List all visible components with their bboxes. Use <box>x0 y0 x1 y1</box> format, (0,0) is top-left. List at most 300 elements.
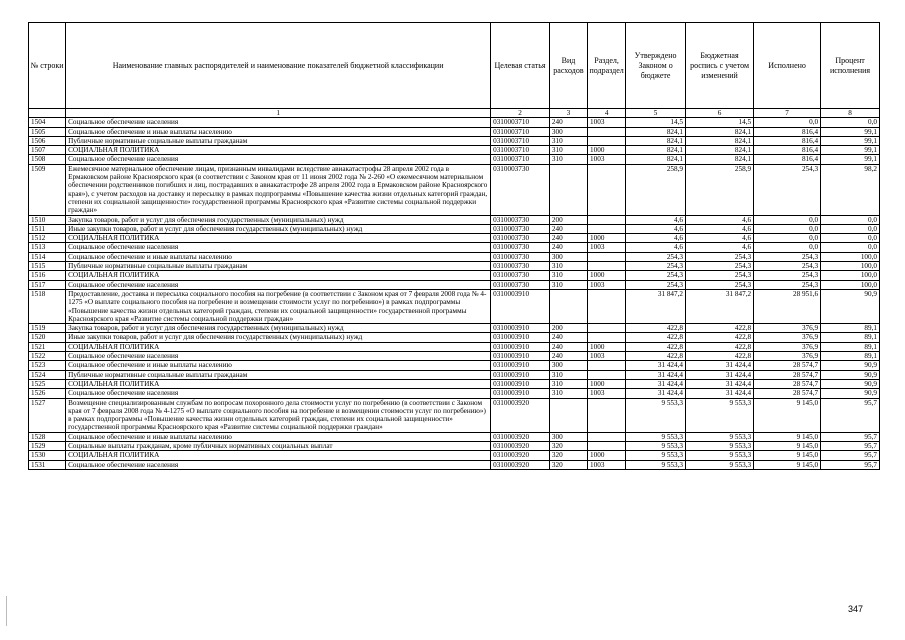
index-cell: 5 <box>626 109 686 118</box>
executed-amount-cell: 376,9 <box>754 333 821 342</box>
row-number-cell: 1528 <box>29 432 66 441</box>
expense-type-cell: 240 <box>549 224 587 233</box>
expense-type-cell: 240 <box>549 234 587 243</box>
approved-amount-cell: 9 553,3 <box>626 460 686 469</box>
target-article-cell: 0310003910 <box>491 379 550 388</box>
target-article-cell: 0310003730 <box>491 164 550 215</box>
table-row <box>29 234 880 243</box>
percent-cell: 100,0 <box>821 252 880 261</box>
table-row <box>29 379 880 388</box>
table-row <box>29 460 880 469</box>
percent-cell: 99,1 <box>821 155 880 164</box>
table-row <box>29 155 880 164</box>
approved-amount-cell: 258,9 <box>626 164 686 215</box>
table-row <box>29 118 880 127</box>
executed-amount-cell: 816,4 <box>754 136 821 145</box>
section-cell <box>588 361 626 370</box>
schedule-amount-cell: 824,1 <box>686 155 754 164</box>
expense-type-cell: 310 <box>549 379 587 388</box>
target-article-cell: 0310003910 <box>491 389 550 398</box>
approved-amount-cell: 9 553,3 <box>626 441 686 450</box>
budget-execution-table <box>28 22 880 470</box>
percent-cell: 95,7 <box>821 398 880 432</box>
row-number-cell: 1525 <box>29 379 66 388</box>
row-number-cell: 1531 <box>29 460 66 469</box>
table-row <box>29 215 880 224</box>
percent-cell: 0,0 <box>821 234 880 243</box>
percent-cell: 89,1 <box>821 333 880 342</box>
executed-amount-cell: 0,0 <box>754 243 821 252</box>
row-name-cell: Иные закупки товаров, работ и услуг для обеспечения государственных (муниципальных) нужд <box>66 333 491 342</box>
table-row <box>29 352 880 361</box>
expense-type-cell: 300 <box>549 361 587 370</box>
section-cell: 1003 <box>588 118 626 127</box>
expense-type-cell: 240 <box>549 342 587 351</box>
target-article-cell: 0310003730 <box>491 215 550 224</box>
percent-cell: 90,9 <box>821 289 880 323</box>
percent-cell: 89,1 <box>821 324 880 333</box>
row-number-cell: 1519 <box>29 324 66 333</box>
schedule-amount-cell: 4,6 <box>686 215 754 224</box>
approved-amount-cell: 9 553,3 <box>626 398 686 432</box>
executed-amount-cell: 376,9 <box>754 342 821 351</box>
row-number-cell: 1507 <box>29 146 66 155</box>
schedule-amount-cell: 9 553,3 <box>686 460 754 469</box>
expense-type-cell: 320 <box>549 451 587 460</box>
expense-type-cell: 200 <box>549 324 587 333</box>
approved-amount-cell: 422,8 <box>626 342 686 351</box>
row-number-cell: 1522 <box>29 352 66 361</box>
expense-type-cell: 320 <box>549 460 587 469</box>
executed-amount-cell: 816,4 <box>754 155 821 164</box>
header-name: Наименование главных распорядителей и наименование показателей бюджетной классификации <box>66 23 491 109</box>
approved-amount-cell: 31 424,4 <box>626 370 686 379</box>
approved-amount-cell: 824,1 <box>626 127 686 136</box>
executed-amount-cell: 9 145,0 <box>754 432 821 441</box>
section-cell <box>588 262 626 271</box>
row-number-cell: 1504 <box>29 118 66 127</box>
schedule-amount-cell: 9 553,3 <box>686 451 754 460</box>
target-article-cell: 0310003730 <box>491 280 550 289</box>
table-row <box>29 370 880 379</box>
row-name-cell: Возмещение специализированным службам по вопросам похоронного дела стоимости услуг по погребению (в соответствии с Законом края от 7 февраля 2008 года № 4-1275 «О выплате социального пособия на погребение и возмещении стоимости услуг по погребению») в рамках подпрограммы «Повышение качества жизни отдельных категорий граждан, степени их социальной защищенности» государственной программы Красноярского края «Развитие системы социальной поддержки граждан» <box>66 398 491 432</box>
expense-type-cell: 240 <box>549 333 587 342</box>
expense-type-cell: 320 <box>549 441 587 450</box>
approved-amount-cell: 824,1 <box>626 155 686 164</box>
approved-amount-cell: 31 424,4 <box>626 379 686 388</box>
target-article-cell: 0310003920 <box>491 451 550 460</box>
schedule-amount-cell: 824,1 <box>686 127 754 136</box>
expense-type-cell: 310 <box>549 280 587 289</box>
schedule-amount-cell: 9 553,3 <box>686 441 754 450</box>
target-article-cell: 0310003710 <box>491 127 550 136</box>
expense-type-cell: 310 <box>549 136 587 145</box>
index-cell: 6 <box>686 109 754 118</box>
section-cell <box>588 370 626 379</box>
percent-cell: 95,7 <box>821 460 880 469</box>
index-cell: 8 <box>821 109 880 118</box>
percent-cell: 99,1 <box>821 127 880 136</box>
section-cell: 1000 <box>588 342 626 351</box>
executed-amount-cell: 816,4 <box>754 146 821 155</box>
row-name-cell: Иные закупки товаров, работ и услуг для обеспечения государственных (муниципальных) нужд <box>66 224 491 233</box>
row-number-cell: 1506 <box>29 136 66 145</box>
approved-amount-cell: 31 424,4 <box>626 361 686 370</box>
percent-cell: 99,1 <box>821 136 880 145</box>
percent-cell: 0,0 <box>821 243 880 252</box>
section-cell: 1003 <box>588 155 626 164</box>
executed-amount-cell: 376,9 <box>754 352 821 361</box>
row-name-cell: СОЦИАЛЬНАЯ ПОЛИТИКА <box>66 342 491 351</box>
approved-amount-cell: 4,6 <box>626 215 686 224</box>
approved-amount-cell: 31 847,2 <box>626 289 686 323</box>
table-row <box>29 361 880 370</box>
approved-amount-cell: 824,1 <box>626 146 686 155</box>
percent-cell: 100,0 <box>821 280 880 289</box>
percent-cell: 100,0 <box>821 271 880 280</box>
executed-amount-cell: 376,9 <box>754 324 821 333</box>
row-name-cell: СОЦИАЛЬНАЯ ПОЛИТИКА <box>66 379 491 388</box>
executed-amount-cell: 254,3 <box>754 262 821 271</box>
expense-type-cell: 310 <box>549 155 587 164</box>
percent-cell: 89,1 <box>821 342 880 351</box>
target-article-cell: 0310003910 <box>491 333 550 342</box>
percent-cell: 90,9 <box>821 361 880 370</box>
approved-amount-cell: 422,8 <box>626 352 686 361</box>
row-name-cell: Социальное обеспечение населения <box>66 460 491 469</box>
executed-amount-cell: 28 574,7 <box>754 361 821 370</box>
row-number-cell: 1521 <box>29 342 66 351</box>
expense-type-cell: 200 <box>549 215 587 224</box>
row-number-cell: 1509 <box>29 164 66 215</box>
executed-amount-cell: 28 574,7 <box>754 379 821 388</box>
row-name-cell: СОЦИАЛЬНАЯ ПОЛИТИКА <box>66 234 491 243</box>
schedule-amount-cell: 254,3 <box>686 271 754 280</box>
executed-amount-cell: 0,0 <box>754 118 821 127</box>
approved-amount-cell: 9 553,3 <box>626 451 686 460</box>
row-name-cell: Публичные нормативные социальные выплаты гражданам <box>66 262 491 271</box>
target-article-cell: 0310003920 <box>491 432 550 441</box>
approved-amount-cell: 254,3 <box>626 271 686 280</box>
approved-amount-cell: 9 553,3 <box>626 432 686 441</box>
index-cell: 3 <box>549 109 587 118</box>
target-article-cell: 0310003730 <box>491 243 550 252</box>
row-number-cell: 1510 <box>29 215 66 224</box>
page-number: 347 <box>847 604 863 614</box>
target-article-cell: 0310003910 <box>491 361 550 370</box>
expense-type-cell: 310 <box>549 389 587 398</box>
section-cell: 1000 <box>588 379 626 388</box>
section-cell: 1003 <box>588 352 626 361</box>
section-cell <box>588 398 626 432</box>
section-cell <box>588 324 626 333</box>
percent-cell: 95,7 <box>821 451 880 460</box>
section-cell <box>588 252 626 261</box>
schedule-amount-cell: 9 553,3 <box>686 398 754 432</box>
schedule-amount-cell: 258,9 <box>686 164 754 215</box>
table-row <box>29 164 880 215</box>
table-row <box>29 271 880 280</box>
executed-amount-cell: 0,0 <box>754 234 821 243</box>
table-row <box>29 451 880 460</box>
expense-type-cell: 240 <box>549 118 587 127</box>
schedule-amount-cell: 31 424,4 <box>686 370 754 379</box>
row-number-cell: 1505 <box>29 127 66 136</box>
executed-amount-cell: 254,3 <box>754 252 821 261</box>
row-number-cell: 1523 <box>29 361 66 370</box>
row-name-cell: Ежемесячное материальное обеспечение лицам, признанным инвалидами вследствие авиакатастрофы 28 апреля 2002 года в Ермаковском районе Красноярского края (в соответствии с Законом края от 11 июня 2002 года № 2-260 «О ежемесячном материальном обеспечении родственников погибших и лиц, пострадавших в авиакатастрофе 28 апреля 2002 года в Ермаковском районе Красноярского края»), с учетом расходов на доставку и пересылку в рамках подпрограммы «Повышение качества жизни отдельных категорий граждан, степени их социальной защищенности» государственной программы Красноярского края «Развитие системы социальной поддержки граждан» <box>66 164 491 215</box>
section-cell <box>588 224 626 233</box>
row-number-cell: 1511 <box>29 224 66 233</box>
row-name-cell: Предоставление, доставка и пересылка социального пособия на погребение (в соответствии с Законом края от 7 февраля 2008 года № 4-1275 «О выплате социального пособия на погребение и возмещении стоимости услуг по погребению») в рамках подпрограммы «Повышение качества жизни отдельных категорий граждан, степени их социальной защищенности» государственной программы Красноярского края «Развитие системы социальной поддержки граждан» <box>66 289 491 323</box>
target-article-cell: 0310003710 <box>491 118 550 127</box>
target-article-cell: 0310003730 <box>491 234 550 243</box>
executed-amount-cell: 9 145,0 <box>754 460 821 469</box>
table-row <box>29 342 880 351</box>
table-row <box>29 136 880 145</box>
section-cell: 1003 <box>588 280 626 289</box>
table-header-row <box>29 23 880 109</box>
header-target: Целевая статья <box>491 23 550 109</box>
row-name-cell: Публичные нормативные социальные выплаты гражданам <box>66 370 491 379</box>
approved-amount-cell: 422,8 <box>626 324 686 333</box>
table-row <box>29 398 880 432</box>
percent-cell: 0,0 <box>821 118 880 127</box>
section-cell: 1000 <box>588 451 626 460</box>
schedule-amount-cell: 31 424,4 <box>686 389 754 398</box>
expense-type-cell: 310 <box>549 146 587 155</box>
section-cell <box>588 215 626 224</box>
approved-amount-cell: 4,6 <box>626 224 686 233</box>
section-cell: 1003 <box>588 389 626 398</box>
section-cell <box>588 432 626 441</box>
row-name-cell: Социальное обеспечение и иные выплаты населению <box>66 361 491 370</box>
approved-amount-cell: 4,6 <box>626 243 686 252</box>
target-article-cell: 0310003710 <box>491 136 550 145</box>
percent-cell: 100,0 <box>821 262 880 271</box>
row-number-cell: 1508 <box>29 155 66 164</box>
expense-type-cell <box>549 289 587 323</box>
expense-type-cell: 310 <box>549 271 587 280</box>
row-name-cell: Закупка товаров, работ и услуг для обеспечения государственных (муниципальных) нужд <box>66 215 491 224</box>
row-name-cell: Социальное обеспечение населения <box>66 155 491 164</box>
schedule-amount-cell: 422,8 <box>686 333 754 342</box>
table-row <box>29 224 880 233</box>
row-name-cell: Социальное обеспечение населения <box>66 352 491 361</box>
expense-type-cell <box>549 398 587 432</box>
row-number-cell: 1516 <box>29 271 66 280</box>
table-row <box>29 146 880 155</box>
table-row <box>29 389 880 398</box>
header-approved: Утверждено Законом о бюджете <box>626 23 686 109</box>
row-number-cell: 1514 <box>29 252 66 261</box>
percent-cell: 0,0 <box>821 215 880 224</box>
expense-type-cell: 240 <box>549 352 587 361</box>
schedule-amount-cell: 14,5 <box>686 118 754 127</box>
approved-amount-cell: 254,3 <box>626 280 686 289</box>
row-name-cell: Социальное обеспечение и иные выплаты населению <box>66 252 491 261</box>
schedule-amount-cell: 254,3 <box>686 280 754 289</box>
schedule-amount-cell: 824,1 <box>686 146 754 155</box>
row-number-cell: 1529 <box>29 441 66 450</box>
row-name-cell: Социальное обеспечение и иные выплаты населению <box>66 127 491 136</box>
table-row <box>29 333 880 342</box>
schedule-amount-cell: 422,8 <box>686 324 754 333</box>
target-article-cell: 0310003910 <box>491 342 550 351</box>
percent-cell: 98,2 <box>821 164 880 215</box>
executed-amount-cell: 816,4 <box>754 127 821 136</box>
executed-amount-cell: 0,0 <box>754 224 821 233</box>
schedule-amount-cell: 31 847,2 <box>686 289 754 323</box>
percent-cell: 95,7 <box>821 432 880 441</box>
approved-amount-cell: 422,8 <box>626 333 686 342</box>
target-article-cell: 0310003910 <box>491 289 550 323</box>
row-name-cell: Закупка товаров, работ и услуг для обеспечения государственных (муниципальных) нужд <box>66 324 491 333</box>
header-schedule: Бюджетная роспись с учетом изменений <box>686 23 754 109</box>
row-number-cell: 1527 <box>29 398 66 432</box>
table-row <box>29 262 880 271</box>
schedule-amount-cell: 824,1 <box>686 136 754 145</box>
section-cell <box>588 136 626 145</box>
schedule-amount-cell: 31 424,4 <box>686 361 754 370</box>
row-name-cell: СОЦИАЛЬНАЯ ПОЛИТИКА <box>66 451 491 460</box>
section-cell <box>588 333 626 342</box>
percent-cell: 0,0 <box>821 224 880 233</box>
header-section: Раздел, подраздел <box>588 23 626 109</box>
executed-amount-cell: 9 145,0 <box>754 451 821 460</box>
section-cell: 1000 <box>588 234 626 243</box>
expense-type-cell: 300 <box>549 252 587 261</box>
index-cell-blank <box>29 109 66 118</box>
row-number-cell: 1520 <box>29 333 66 342</box>
header-percent: Процент исполнения <box>821 23 880 109</box>
target-article-cell: 0310003910 <box>491 370 550 379</box>
percent-cell: 99,1 <box>821 146 880 155</box>
column-index-row <box>29 109 880 118</box>
expense-type-cell: 300 <box>549 127 587 136</box>
target-article-cell: 0310003910 <box>491 324 550 333</box>
approved-amount-cell: 14,5 <box>626 118 686 127</box>
schedule-amount-cell: 254,3 <box>686 262 754 271</box>
table-body <box>29 118 880 470</box>
target-article-cell: 0310003910 <box>491 352 550 361</box>
target-article-cell: 0310003730 <box>491 252 550 261</box>
row-name-cell: Социальное обеспечение и иные выплаты населению <box>66 432 491 441</box>
expense-type-cell: 240 <box>549 243 587 252</box>
target-article-cell: 0310003920 <box>491 398 550 432</box>
target-article-cell: 0310003710 <box>491 146 550 155</box>
schedule-amount-cell: 9 553,3 <box>686 432 754 441</box>
budget-table-page <box>28 22 880 470</box>
approved-amount-cell: 254,3 <box>626 252 686 261</box>
table-row <box>29 243 880 252</box>
row-name-cell: СОЦИАЛЬНАЯ ПОЛИТИКА <box>66 271 491 280</box>
schedule-amount-cell: 422,8 <box>686 352 754 361</box>
index-cell: 7 <box>754 109 821 118</box>
row-number-cell: 1530 <box>29 451 66 460</box>
schedule-amount-cell: 4,6 <box>686 234 754 243</box>
table-row <box>29 127 880 136</box>
approved-amount-cell: 824,1 <box>626 136 686 145</box>
executed-amount-cell: 28 951,6 <box>754 289 821 323</box>
executed-amount-cell: 9 145,0 <box>754 441 821 450</box>
section-cell: 1003 <box>588 460 626 469</box>
table-row <box>29 432 880 441</box>
approved-amount-cell: 31 424,4 <box>626 389 686 398</box>
row-number-cell: 1526 <box>29 389 66 398</box>
target-article-cell: 0310003730 <box>491 224 550 233</box>
executed-amount-cell: 254,3 <box>754 271 821 280</box>
section-cell: 1000 <box>588 271 626 280</box>
section-cell: 1003 <box>588 243 626 252</box>
target-article-cell: 0310003920 <box>491 460 550 469</box>
table-row <box>29 324 880 333</box>
percent-cell: 89,1 <box>821 352 880 361</box>
percent-cell: 90,9 <box>821 379 880 388</box>
executed-amount-cell: 254,3 <box>754 164 821 215</box>
executed-amount-cell: 0,0 <box>754 215 821 224</box>
row-number-cell: 1512 <box>29 234 66 243</box>
percent-cell: 90,9 <box>821 370 880 379</box>
section-cell <box>588 127 626 136</box>
executed-amount-cell: 254,3 <box>754 280 821 289</box>
schedule-amount-cell: 4,6 <box>686 224 754 233</box>
executed-amount-cell: 28 574,7 <box>754 389 821 398</box>
expense-type-cell <box>549 164 587 215</box>
section-cell <box>588 289 626 323</box>
target-article-cell: 0310003730 <box>491 271 550 280</box>
table-row <box>29 252 880 261</box>
row-name-cell: Социальное обеспечение населения <box>66 243 491 252</box>
row-name-cell: Социальные выплаты гражданам, кроме публичных нормативных социальных выплат <box>66 441 491 450</box>
table-row <box>29 280 880 289</box>
row-name-cell: Социальное обеспечение населения <box>66 118 491 127</box>
approved-amount-cell: 254,3 <box>626 262 686 271</box>
percent-cell: 95,7 <box>821 441 880 450</box>
row-name-cell: Социальное обеспечение населения <box>66 389 491 398</box>
header-row-no: № строки <box>29 23 66 109</box>
row-name-cell: СОЦИАЛЬНАЯ ПОЛИТИКА <box>66 146 491 155</box>
header-type: Вид расходов <box>549 23 587 109</box>
target-article-cell: 0310003730 <box>491 262 550 271</box>
table-row <box>29 441 880 450</box>
row-name-cell: Социальное обеспечение населения <box>66 280 491 289</box>
expense-type-cell: 300 <box>549 432 587 441</box>
index-cell: 1 <box>66 109 491 118</box>
index-cell: 2 <box>491 109 550 118</box>
target-article-cell: 0310003920 <box>491 441 550 450</box>
executed-amount-cell: 28 574,7 <box>754 370 821 379</box>
expense-type-cell: 310 <box>549 262 587 271</box>
row-number-cell: 1517 <box>29 280 66 289</box>
schedule-amount-cell: 422,8 <box>686 342 754 351</box>
section-cell <box>588 164 626 215</box>
row-number-cell: 1524 <box>29 370 66 379</box>
target-article-cell: 0310003710 <box>491 155 550 164</box>
row-number-cell: 1518 <box>29 289 66 323</box>
section-cell <box>588 441 626 450</box>
row-number-cell: 1515 <box>29 262 66 271</box>
row-name-cell: Публичные нормативные социальные выплаты гражданам <box>66 136 491 145</box>
section-cell: 1000 <box>588 146 626 155</box>
row-number-cell: 1513 <box>29 243 66 252</box>
scan-edge-mark <box>6 596 7 626</box>
index-cell: 4 <box>588 109 626 118</box>
percent-cell: 90,9 <box>821 389 880 398</box>
schedule-amount-cell: 254,3 <box>686 252 754 261</box>
table-row <box>29 289 880 323</box>
approved-amount-cell: 4,6 <box>626 234 686 243</box>
